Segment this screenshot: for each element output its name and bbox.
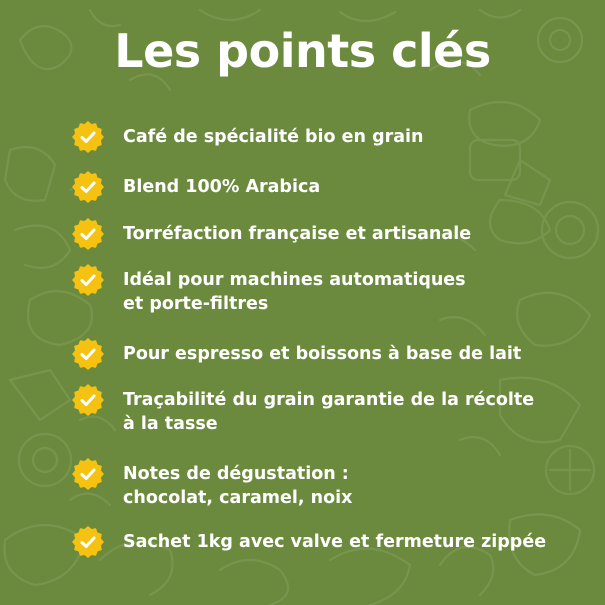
point-text bbox=[123, 175, 320, 199]
list-item bbox=[72, 268, 572, 316]
point-text-line: et porte-filtres bbox=[123, 294, 269, 314]
list-item bbox=[72, 125, 572, 153]
list-item bbox=[72, 342, 572, 370]
list-item bbox=[72, 222, 572, 250]
point-text-line: Traçabilité du grain garantie de la récolte bbox=[123, 390, 535, 410]
list-item bbox=[72, 530, 572, 558]
point-text-line: Idéal pour machines automatiques bbox=[123, 270, 466, 290]
check-badge-icon bbox=[72, 218, 104, 250]
point-text-line: Blend 100% Arabica bbox=[123, 177, 321, 197]
list-item bbox=[72, 388, 572, 436]
check-badge-icon bbox=[72, 121, 104, 153]
point-text bbox=[123, 342, 521, 366]
point-text-line: chocolat, caramel, noix bbox=[123, 488, 353, 508]
list-item bbox=[72, 175, 572, 203]
check-badge-icon bbox=[72, 384, 104, 416]
check-badge-icon bbox=[72, 338, 104, 370]
point-text bbox=[123, 530, 546, 554]
point-text-line: Pour espresso et boissons à base de lait bbox=[123, 344, 522, 364]
list-item bbox=[72, 462, 572, 510]
point-text-line: Torréfaction française et artisanale bbox=[123, 224, 472, 244]
point-text-line: Sachet 1kg avec valve et fermeture zippée bbox=[123, 532, 547, 552]
check-badge-icon bbox=[72, 171, 104, 203]
point-text bbox=[123, 388, 534, 436]
point-text bbox=[123, 462, 352, 510]
check-badge-icon bbox=[72, 526, 104, 558]
point-text-line: à la tasse bbox=[123, 414, 218, 434]
point-text bbox=[123, 222, 471, 246]
point-text bbox=[123, 125, 424, 149]
point-text-line: Café de spécialité bio en grain bbox=[123, 127, 424, 147]
page-title: Les points clés bbox=[114, 24, 491, 78]
check-badge-icon bbox=[72, 458, 104, 490]
check-badge-icon bbox=[72, 264, 104, 296]
point-text bbox=[123, 268, 466, 316]
point-text-line: Notes de dégustation : bbox=[123, 464, 349, 484]
